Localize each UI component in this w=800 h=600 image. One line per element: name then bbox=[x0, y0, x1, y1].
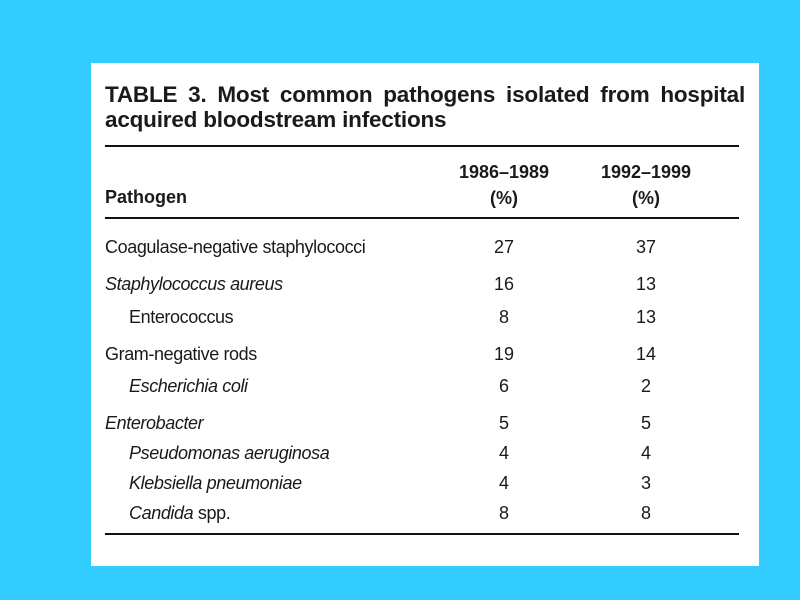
row-pathogen: Pseudomonas aeruginosa bbox=[129, 443, 330, 463]
row-value-1986-1989: 8 bbox=[498, 307, 509, 327]
row-pathogen: Staphylococcus aureus bbox=[105, 274, 283, 294]
column-unit: (%) bbox=[632, 188, 660, 208]
row-value-1992-1999: 13 bbox=[635, 274, 657, 294]
table-row bbox=[91, 274, 759, 300]
table-row bbox=[91, 473, 759, 499]
table-row bbox=[91, 503, 759, 529]
row-pathogen: Enterococcus bbox=[129, 307, 234, 327]
row-value-1992-1999: 5 bbox=[640, 413, 651, 433]
row-pathogen-genus: Candida bbox=[129, 503, 194, 523]
row-pathogen: Escherichia coli bbox=[129, 376, 248, 396]
table-row bbox=[91, 237, 759, 263]
table-card bbox=[91, 63, 759, 566]
row-value-1992-1999: 8 bbox=[640, 503, 651, 523]
row-pathogen: Klebsiella pneumoniae bbox=[129, 473, 302, 493]
row-pathogen-suffix: spp. bbox=[193, 503, 231, 523]
row-value-1986-1989: 4 bbox=[498, 473, 509, 493]
row-value-1992-1999: 4 bbox=[640, 443, 651, 463]
column-unit: (%) bbox=[490, 188, 518, 208]
row-value-1992-1999: 14 bbox=[635, 344, 657, 364]
bottom-rule bbox=[105, 533, 739, 535]
row-value-1986-1989: 19 bbox=[493, 344, 515, 364]
table-row bbox=[91, 376, 759, 402]
row-pathogen: Gram-negative rods bbox=[105, 344, 257, 364]
row-pathogen: Coagulase-negative staphylococci bbox=[105, 237, 366, 257]
row-value-1992-1999: 37 bbox=[635, 237, 657, 257]
row-value-1986-1989: 5 bbox=[498, 413, 509, 433]
row-value-1986-1989: 16 bbox=[493, 274, 515, 294]
row-value-1986-1989: 8 bbox=[498, 503, 509, 523]
row-value-1992-1999: 2 bbox=[640, 376, 651, 396]
row-value-1992-1999: 3 bbox=[640, 473, 651, 493]
header-rule bbox=[105, 217, 739, 219]
table-row bbox=[91, 307, 759, 333]
column-years: 1986–1989 bbox=[458, 162, 550, 182]
column-header-1992-1999 bbox=[591, 159, 701, 211]
column-header-1986-1989 bbox=[449, 159, 559, 211]
column-years: 1992–1999 bbox=[600, 162, 692, 182]
row-value-1986-1989: 6 bbox=[498, 376, 509, 396]
table-row bbox=[91, 344, 759, 370]
row-pathogen: Enterobacter bbox=[105, 413, 204, 433]
row-value-1992-1999: 13 bbox=[635, 307, 657, 327]
row-value-1986-1989: 27 bbox=[493, 237, 515, 257]
table-title: TABLE 3. Most common pathogens isolated from hospital acquired bloodstream infections bbox=[105, 82, 745, 132]
column-header-pathogen: Pathogen bbox=[105, 187, 188, 207]
row-pathogen bbox=[129, 503, 230, 524]
table-row bbox=[91, 443, 759, 469]
row-value-1986-1989: 4 bbox=[498, 443, 509, 463]
table-row bbox=[91, 413, 759, 439]
top-rule bbox=[105, 145, 739, 147]
